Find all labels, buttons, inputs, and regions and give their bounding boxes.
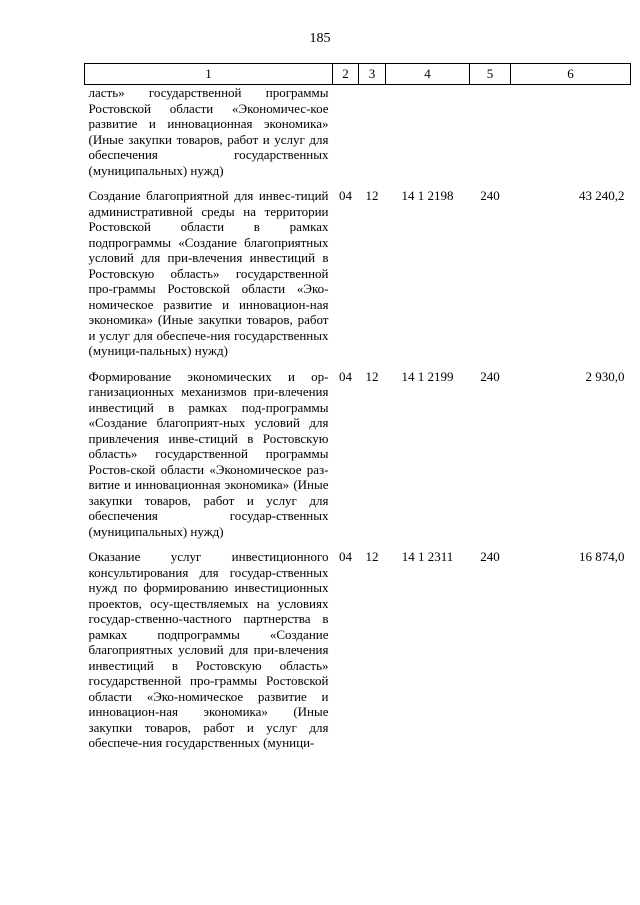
row-section: 04 <box>339 368 352 384</box>
col-header-3: 3 <box>359 64 386 85</box>
row-amount: 16 874,0 <box>579 549 625 564</box>
table-row <box>85 549 631 751</box>
row-description: Формирование экономических и ор-ганизационных механизмов при-влечения инвестиций в рамках под-программы «Создание благоприят-ных условий для привлечения инве-стиций в Ростовскую область» государственной программы Ростов-ской области «Экономическое раз-витие и инновационная экономика» (Иные закупки товаров, работ и услуг для обеспечения государ-ственных (муниципальных) нужд) <box>88 368 329 539</box>
row-expense-type: 240 <box>480 549 500 564</box>
table-row <box>85 188 631 369</box>
row-section: 04 <box>339 549 352 564</box>
col-header-4: 4 <box>386 64 470 85</box>
table-header-row <box>85 64 631 85</box>
row-section <box>333 85 359 189</box>
page-number: 185 <box>309 31 331 46</box>
row-target-code <box>386 85 470 189</box>
row-amount: 2 930,0 <box>585 368 625 384</box>
row-subsection: 12 <box>365 188 379 203</box>
row-subsection: 12 <box>365 549 379 564</box>
row-target-code: 14 1 2199 <box>401 368 454 384</box>
row-target-code: 14 1 2198 <box>401 188 454 203</box>
col-header-1: 1 <box>85 64 333 85</box>
table-row <box>85 85 631 189</box>
row-target-code: 14 1 2311 <box>401 549 454 564</box>
col-header-2: 2 <box>333 64 359 85</box>
row-subsection: 12 <box>365 368 379 384</box>
row-expense-type: 240 <box>480 188 500 203</box>
row-expense-type <box>470 85 511 189</box>
row-subsection <box>359 85 386 189</box>
budget-table <box>84 63 631 751</box>
row-amount <box>511 85 631 189</box>
row-amount: 43 240,2 <box>579 188 625 203</box>
row-section: 04 <box>339 188 352 203</box>
row-expense-type: 240 <box>480 368 500 384</box>
row-description: ласть» государственной программы Ростовской области «Экономичес-кое развитие и инновационная экономика» (Иные закупки товаров, работ и услуг для обеспечения государственных (муниципальных) нужд) <box>88 85 329 178</box>
row-description: Оказание услуг инвестиционного консультирования для государ-ственных нужд по формированию инвестиционных проектов, осу-ществляемых на условиях государ-ственно-частного партнерства в рамках подпрограммы «Создание благоприятных условий для при-влечения инвестиций в Ростовскую область» государственной про-граммы Ростовской области «Эко-номическое развитие и инновацион-ная экономика» (Иные закупки товаров, работ и услуг для обеспече-ния государственных (муници- <box>88 549 329 750</box>
row-description: Создание благоприятной для инвес-тиций административной среды на территории Ростовской области в рамках подпрограммы «Создание благоприятных условий для при-влечения инвестиций в Ростовскую область» государственной про-граммы Ростовской области «Эко-номическое развитие и инновацион-ная экономика» (Иные закупки товаров, работ и услуг для обеспече-ния государственных (муници-пальных) нужд) <box>88 188 329 358</box>
col-header-6: 6 <box>511 64 631 85</box>
col-header-5: 5 <box>470 64 511 85</box>
table-row <box>85 369 631 550</box>
